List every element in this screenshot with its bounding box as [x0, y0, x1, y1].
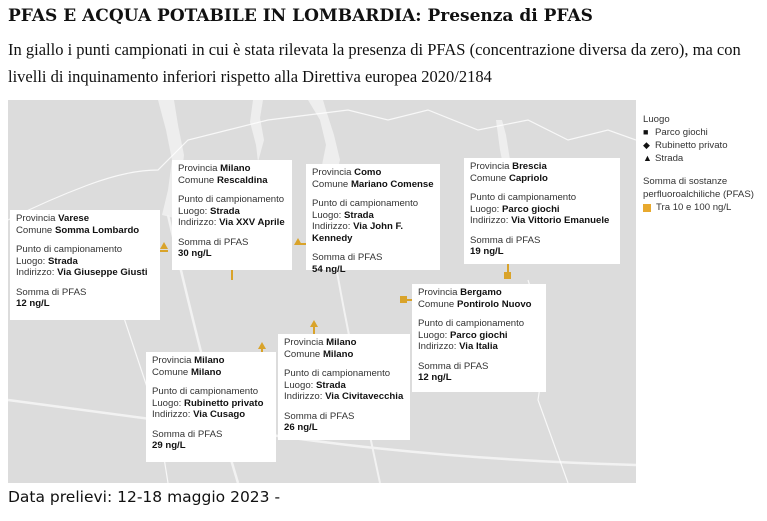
point-card-0[interactable] [10, 210, 160, 320]
connector-3 [507, 264, 509, 272]
card-indirizzo: Indirizzo: Via Cusago [152, 409, 246, 420]
card-somma-value: 29 ng/L [152, 440, 186, 451]
legend-luogo-title: Luogo [643, 114, 670, 125]
card-provincia: Provincia Milano [284, 337, 357, 348]
card-punto: Punto di campionamento [470, 192, 577, 203]
strada-triangle-icon[interactable] [258, 342, 266, 349]
card-comune: Comune Milano [152, 366, 222, 378]
footer-note: Data prelievi: 12-18 maggio 2023 - [8, 488, 281, 506]
card-punto: Punto di campionamento [312, 198, 419, 209]
card-somma-value: 26 ng/L [284, 422, 318, 433]
map-area [8, 100, 636, 483]
strada-triangle-icon[interactable] [160, 242, 168, 249]
card-somma-label: Somma di PFAS [418, 360, 489, 372]
point-card-2[interactable] [306, 164, 440, 275]
triangle-icon: ▲ [643, 153, 652, 163]
card-comune: Comune Mariano Comense [312, 178, 434, 190]
card-comune: Comune Milano [284, 348, 354, 360]
card-provincia: Provincia Milano [178, 163, 251, 174]
card-comune: Comune Rescaldina [178, 174, 268, 186]
card-luogo: Luogo: Strada [312, 209, 374, 221]
card-somma-label: Somma di PFAS [152, 428, 223, 440]
card-provincia: Provincia Varese [16, 213, 90, 224]
card-luogo: Luogo: Parco giochi [418, 329, 508, 341]
card-somma-value: 19 ng/L [470, 246, 504, 257]
card-punto: Punto di campionamento [16, 244, 123, 255]
card-provincia: Provincia Brescia [470, 161, 547, 172]
card-luogo: Luogo: Parco giochi [470, 203, 560, 215]
card-punto: Punto di campionamento [178, 194, 285, 205]
card-somma-label: Somma di PFAS [470, 234, 541, 246]
point-card-1[interactable] [172, 160, 292, 270]
point-card-4[interactable] [412, 284, 546, 392]
card-somma-label: Somma di PFAS [284, 410, 355, 422]
range-swatch-icon [643, 204, 651, 212]
card-comune: Comune Capriolo [470, 172, 548, 184]
parco-giochi-square-icon[interactable] [504, 272, 511, 279]
connector-0 [160, 250, 168, 252]
legend-range-label: Tra 10 e 100 ng/L [656, 202, 732, 213]
card-luogo: Luogo: Strada [16, 255, 78, 267]
legend-label: Strada [655, 153, 684, 164]
card-indirizzo: Indirizzo: Via Civitavecchia [284, 391, 404, 402]
legend-range [643, 201, 765, 214]
card-indirizzo: Indirizzo: Via Giuseppe Giusti [16, 267, 148, 278]
card-somma-label: Somma di PFAS [178, 236, 249, 248]
connector-1 [231, 270, 233, 280]
card-provincia: Provincia Como [312, 167, 382, 178]
legend-label: Parco giochi [655, 127, 708, 138]
card-indirizzo: Indirizzo: Via John F. Kennedy [312, 221, 403, 244]
card-punto: Punto di campionamento [284, 368, 391, 379]
strada-triangle-icon[interactable] [310, 320, 318, 327]
card-somma-value: 54 ng/L [312, 263, 346, 275]
point-card-6[interactable] [278, 334, 410, 440]
strada-triangle-icon[interactable] [294, 238, 302, 245]
card-indirizzo: Indirizzo: Via XXV Aprile [178, 217, 285, 228]
diamond-icon: ◆ [643, 140, 650, 150]
parco-giochi-square-icon[interactable] [400, 296, 407, 303]
square-icon: ■ [643, 127, 649, 137]
card-punto: Punto di campionamento [418, 318, 525, 329]
card-luogo: Luogo: Strada [284, 379, 346, 391]
legend-label: Rubinetto privato [655, 140, 728, 151]
chart-subtitle: In giallo i punti campionati in cui è stata rilevata la presenza di PFAS (concentrazione diversa da zero), ma con livelli di inquinamento inferiori rispetto alla Direttiva europea 2020/2184 [8, 40, 741, 86]
point-card-3[interactable] [464, 158, 620, 264]
card-comune: Comune Pontirolo Nuovo [418, 298, 532, 310]
legend [643, 113, 765, 214]
card-somma-value: 12 ng/L [16, 298, 50, 309]
card-indirizzo: Indirizzo: Via Vittorio Emanuele [470, 215, 610, 226]
card-punto: Punto di campionamento [152, 386, 259, 397]
legend-item-parco-giochi [643, 126, 765, 139]
card-luogo: Luogo: Strada [178, 205, 240, 217]
card-luogo: Luogo: Rubinetto privato [152, 397, 264, 409]
card-somma-label: Somma di PFAS [16, 286, 87, 298]
point-card-5[interactable] [146, 352, 276, 462]
legend-item-strada [643, 152, 765, 165]
connector-6 [313, 326, 315, 334]
card-provincia: Provincia Bergamo [418, 287, 502, 298]
legend-item-rubinetto-privato [643, 139, 765, 152]
card-indirizzo: Indirizzo: Via Italia [418, 341, 498, 352]
card-somma-value: 12 ng/L [418, 372, 452, 383]
legend-somma-title: Somma di sostanze perfluoroalchiliche (PFAS) [643, 176, 754, 200]
card-comune: Comune Somma Lombardo [16, 224, 140, 236]
card-somma-value: 30 ng/L [178, 248, 212, 259]
card-provincia: Provincia Milano [152, 355, 225, 366]
chart-title: PFAS E ACQUA POTABILE IN LOMBARDIA: Presenza di PFAS [8, 6, 593, 26]
card-somma-label: Somma di PFAS [312, 252, 383, 263]
